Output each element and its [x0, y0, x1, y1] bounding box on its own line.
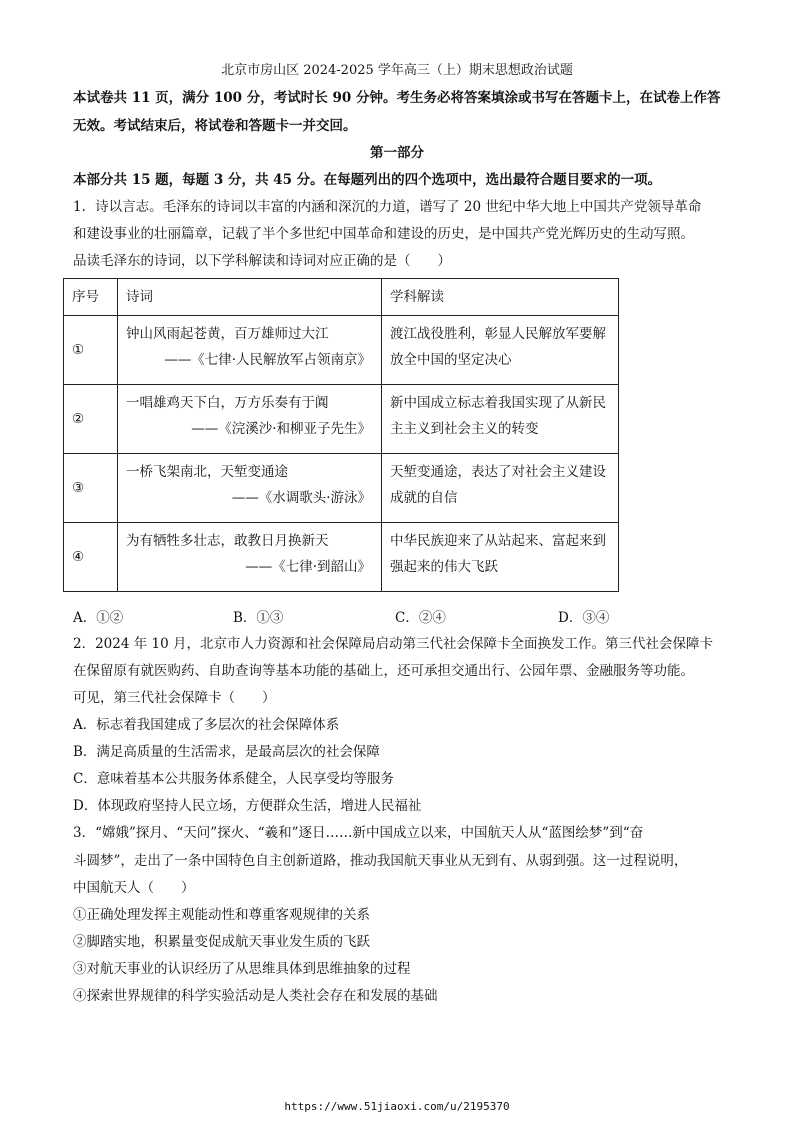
- poem-text: 钟山风雨起苍黄，百万雄师过大江: [126, 326, 329, 342]
- poem-cell: [118, 523, 382, 592]
- interp-line-2: 主主义到社会主义的转变: [390, 421, 539, 437]
- header-poem: 诗词: [118, 279, 382, 316]
- poem-cell: [118, 385, 382, 454]
- interp-cell: [382, 454, 619, 523]
- poem-source: ——《水调歌头·游泳》: [231, 490, 371, 506]
- q3-statement-3: ③对航天事业的认识经历了从思维具体到思维抽象的过程: [73, 961, 411, 977]
- q1-stem-line-3: 品读毛泽东的诗词，以下学科解读和诗词对应正确的是（ ）: [73, 253, 451, 269]
- part-instruction: 本部分共 15 题，每题 3 分，共 45 分。在每题列出的四个选项中，选出最符合题目要求的一项。: [73, 172, 662, 188]
- interp-line-1: 渡江战役胜利，彰显人民解放军要解: [390, 326, 606, 342]
- q3-statement-4: ④探索世界规律的科学实验活动是人类社会存在和发展的基础: [73, 988, 438, 1004]
- row-number: ④: [64, 523, 118, 592]
- poem-text: 为有牺牲多壮志，敢教日月换新天: [126, 533, 329, 549]
- header-interp: 学科解读: [382, 279, 619, 316]
- poem-table: [63, 278, 619, 592]
- q1-option-d[interactable]: D．③④: [558, 610, 610, 626]
- q3-stem-line-2: 斗圆梦”，走出了一条中国特色自主创新道路，推动我国航天事业从无到有、从弱到强。这一过程说明，: [73, 853, 688, 869]
- exam-title: 北京市房山区 2024-2025 学年高三（上）期末思想政治试题: [221, 63, 573, 78]
- notice-line-2: 无效。考试结束后，将试卷和答题卡一并交回。: [73, 118, 357, 134]
- interp-line-2: 放全中国的坚定决心: [390, 352, 512, 368]
- footer-url[interactable]: https://www.51jiaoxi.com/u/2195370: [284, 1100, 510, 1113]
- q1-option-a[interactable]: A．①②: [73, 610, 124, 626]
- q2-option-a[interactable]: A．标志着我国建成了多层次的社会保障体系: [73, 717, 340, 733]
- q1-option-c[interactable]: C．②④: [395, 610, 446, 626]
- q1-stem-line-2: 和建设事业的壮丽篇章，记载了半个多世纪中国革命和建设的历史，是中国共产党光辉历史的生动写照。: [73, 226, 694, 242]
- q3-stem-line-1: 3．“嫦娥”探月、“天问”探火、“羲和”逐日……新中国成立以来，中国航天人从“蓝图绘梦”到“奋: [73, 825, 644, 841]
- q3-stem-line-3: 中国航天人（ ）: [73, 880, 195, 896]
- poem-text: 一唱雄鸡天下白，万方乐奏有于阗: [126, 395, 329, 411]
- q1-stem-line-1: 1．诗以言志。毛泽东的诗词以丰富的内涵和深沉的力道，谱写了 20 世纪中华大地上中国共产党领导革命: [73, 199, 702, 215]
- table-row: [64, 316, 619, 385]
- interp-line-2: 强起来的伟大飞跃: [390, 559, 498, 575]
- q2-option-b[interactable]: B．满足高质量的生活需求，是最高层次的社会保障: [73, 744, 380, 760]
- table-row: [64, 454, 619, 523]
- poem-source: ——《七律·到韶山》: [245, 559, 371, 575]
- row-number: ③: [64, 454, 118, 523]
- row-number: ②: [64, 385, 118, 454]
- poem-text: 一桥飞架南北，天堑变通途: [126, 464, 288, 480]
- interp-line-2: 成就的自信: [390, 490, 458, 506]
- q2-option-c[interactable]: C．意味着基本公共服务体系健全，人民享受均等服务: [73, 771, 394, 787]
- q1-option-b[interactable]: B．①③: [233, 610, 284, 626]
- interp-line-1: 中华民族迎来了从站起来、富起来到: [390, 533, 606, 549]
- table-row: [64, 385, 619, 454]
- q3-statement-1: ①正确处理发挥主观能动性和尊重客观规律的关系: [73, 907, 370, 923]
- interp-cell: [382, 523, 619, 592]
- table-row: [64, 523, 619, 592]
- interp-line-1: 天堑变通途，表达了对社会主义建设: [390, 464, 606, 480]
- q2-option-d[interactable]: D．体现政府坚持人民立场，方便群众生活，增进人民福祉: [73, 798, 422, 814]
- header-no: 序号: [64, 279, 118, 316]
- q2-stem-line-3: 可见，第三代社会保障卡（ ）: [73, 690, 276, 706]
- interp-cell: [382, 385, 619, 454]
- q3-statement-2: ②脚踏实地，积累量变促成航天事业发生质的飞跃: [73, 934, 370, 950]
- poem-source: ——《浣溪沙·和柳亚子先生》: [191, 421, 371, 437]
- q1-options: [73, 606, 713, 626]
- q2-stem-line-2: 在保留原有就医购药、自助查询等基本功能的基础上，还可承担交通出行、公园年票、金融服务等功能。: [73, 663, 694, 679]
- interp-cell: [382, 316, 619, 385]
- interp-line-1: 新中国成立标志着我国实现了从新民: [390, 395, 606, 411]
- part-title: 第一部分: [370, 145, 424, 161]
- poem-cell: [118, 454, 382, 523]
- q2-stem-line-1: 2．2024 年 10 月，北京市人力资源和社会保障局启动第三代社会保障卡全面换发工作。第三代社会保障卡: [73, 636, 713, 652]
- notice-line-1: 本试卷共 11 页，满分 100 分，考试时长 90 分钟。考生务必将答案填涂或书写在答题卡上，在试卷上作答: [73, 90, 721, 106]
- poem-cell: [118, 316, 382, 385]
- table-header-row: [64, 279, 619, 316]
- row-number: ①: [64, 316, 118, 385]
- poem-source: ——《七律·人民解放军占领南京》: [164, 352, 371, 368]
